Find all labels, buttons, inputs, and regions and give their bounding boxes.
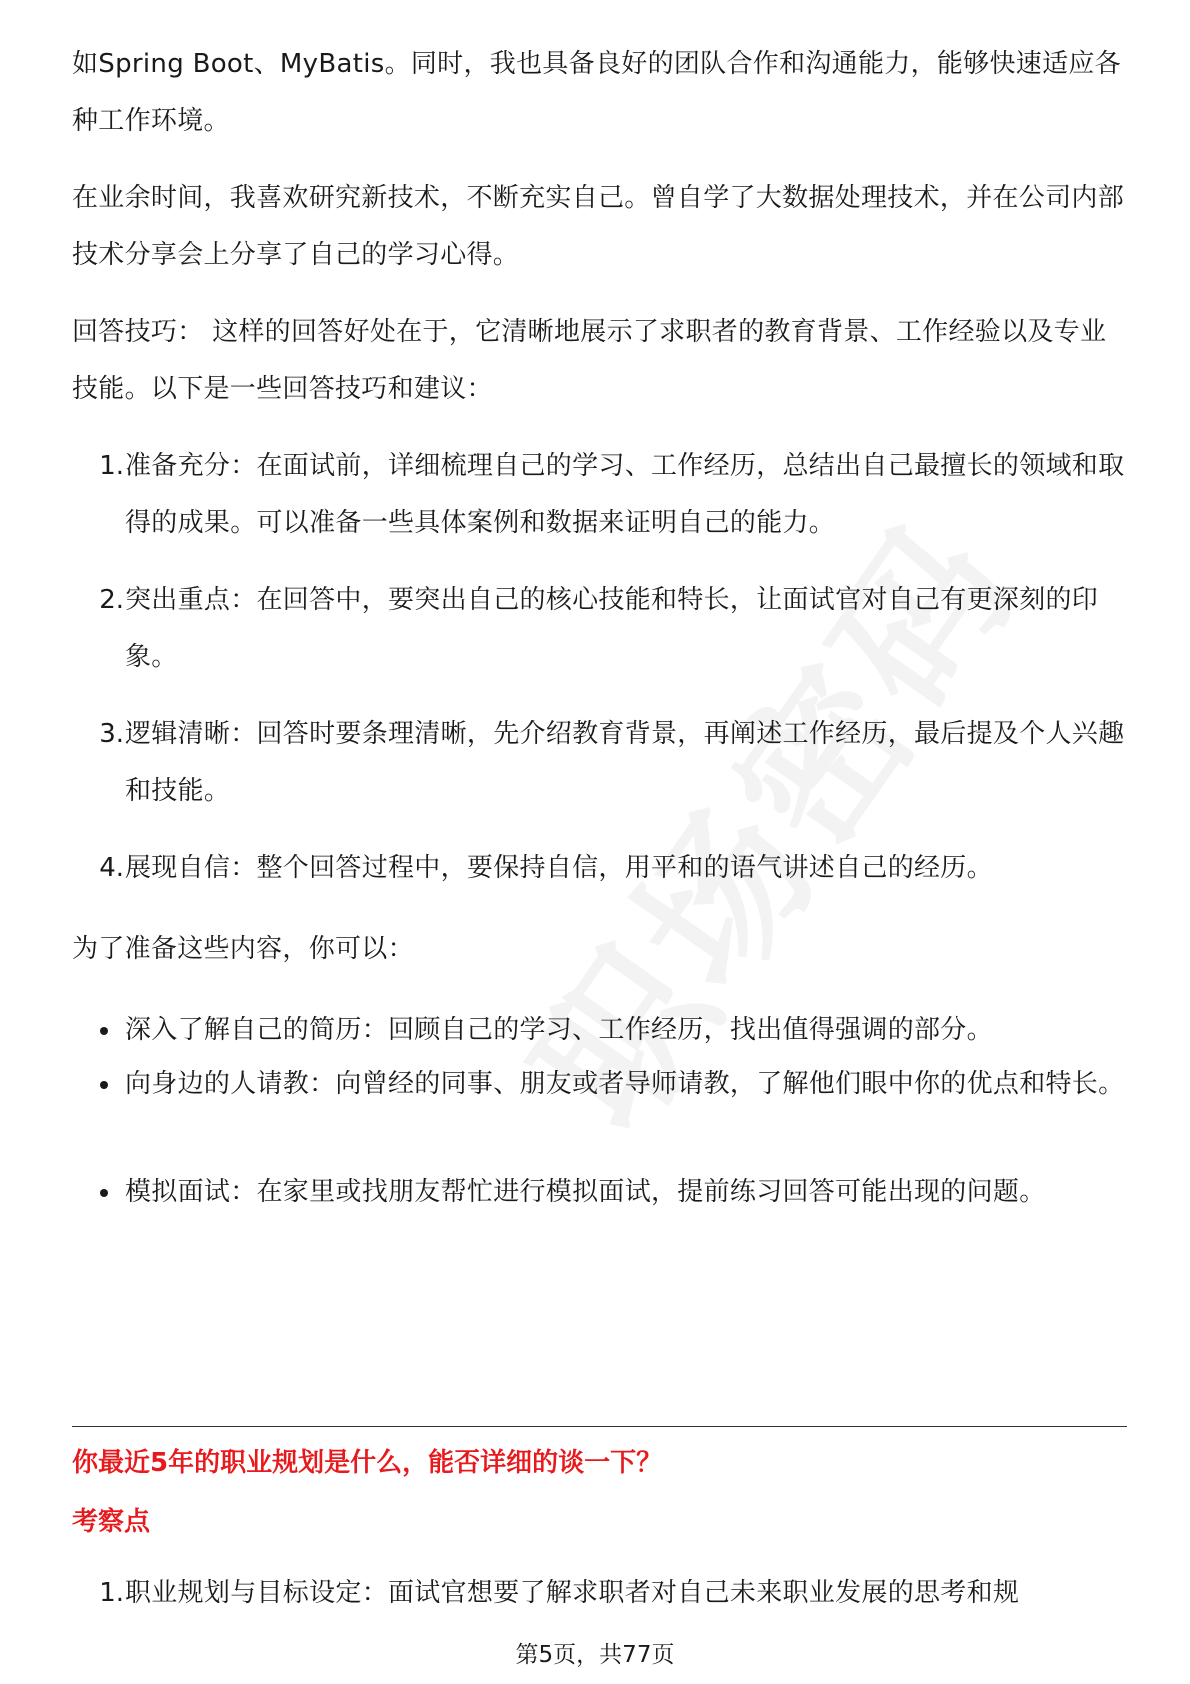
paragraph-spare-time: 在业余时间，我喜欢研究新技术，不断充实自己。曾自学了大数据处理技术，并在公司内部技术分享会上分享了自己的学习心得。 [72,183,1125,270]
bullet-icon [100,1027,108,1035]
list-number: 1. [99,451,124,481]
bullet-text: 模拟面试：在家里或找朋友帮忙进行模拟面试，提前练习回答可能出现的问题。 [125,1177,1046,1207]
section-label: 考察点 [72,1507,151,1537]
question-heading: 你最近5年的职业规划是什么，能否详细的谈一下？ [72,1448,663,1478]
bullet-icon [100,1081,108,1089]
tip-text: 逻辑清晰：回答时要条理清晰，先介绍教育背景，再阐述工作经历，最后提及个人兴趣和技能。 [125,719,1125,806]
list-number: 4. [99,853,124,883]
list-number: 1. [99,1578,124,1608]
point-text: 职业规划与目标设定：面试官想要了解求职者对自己未来职业发展的思考和规 [125,1578,1020,1608]
list-number: 3. [99,719,124,749]
paragraph-answer-tips: 回答技巧： 这样的回答好处在于，它清晰地展示了求职者的教育背景、工作经验以及专业技能。以下是一些回答技巧和建议： [72,317,1107,404]
bullet-text: 向身边的人请教：向曾经的同事、朋友或者导师请教，了解他们眼中你的优点和特长。 [125,1069,1125,1099]
prep-intro: 为了准备这些内容，你可以： [72,934,414,964]
bullet-text: 深入了解自己的简历：回顾自己的学习、工作经历，找出值得强调的部分。 [125,1015,993,1045]
tip-text: 突出重点：在回答中，要突出自己的核心技能和特长，让面试官对自己有更深刻的印象。 [125,585,1099,672]
tip-text: 展现自信：整个回答过程中，要保持自信，用平和的语气讲述自己的经历。 [125,853,993,883]
paragraph-skills: 如Spring Boot、MyBatis。同时，我也具备良好的团队合作和沟通能力，能够快速适应各种工作环境。 [72,49,1121,136]
page-footer: 第5页，共77页 [515,1642,675,1668]
tip-text: 准备充分：在面试前，详细梳理自己的学习、工作经历，总结出自己最擅长的领域和取得的成果。可以准备一些具体案例和数据来证明自己的能力。 [125,451,1125,538]
section-divider [72,1426,1127,1427]
list-number: 2. [99,585,124,615]
bullet-icon [100,1189,108,1197]
